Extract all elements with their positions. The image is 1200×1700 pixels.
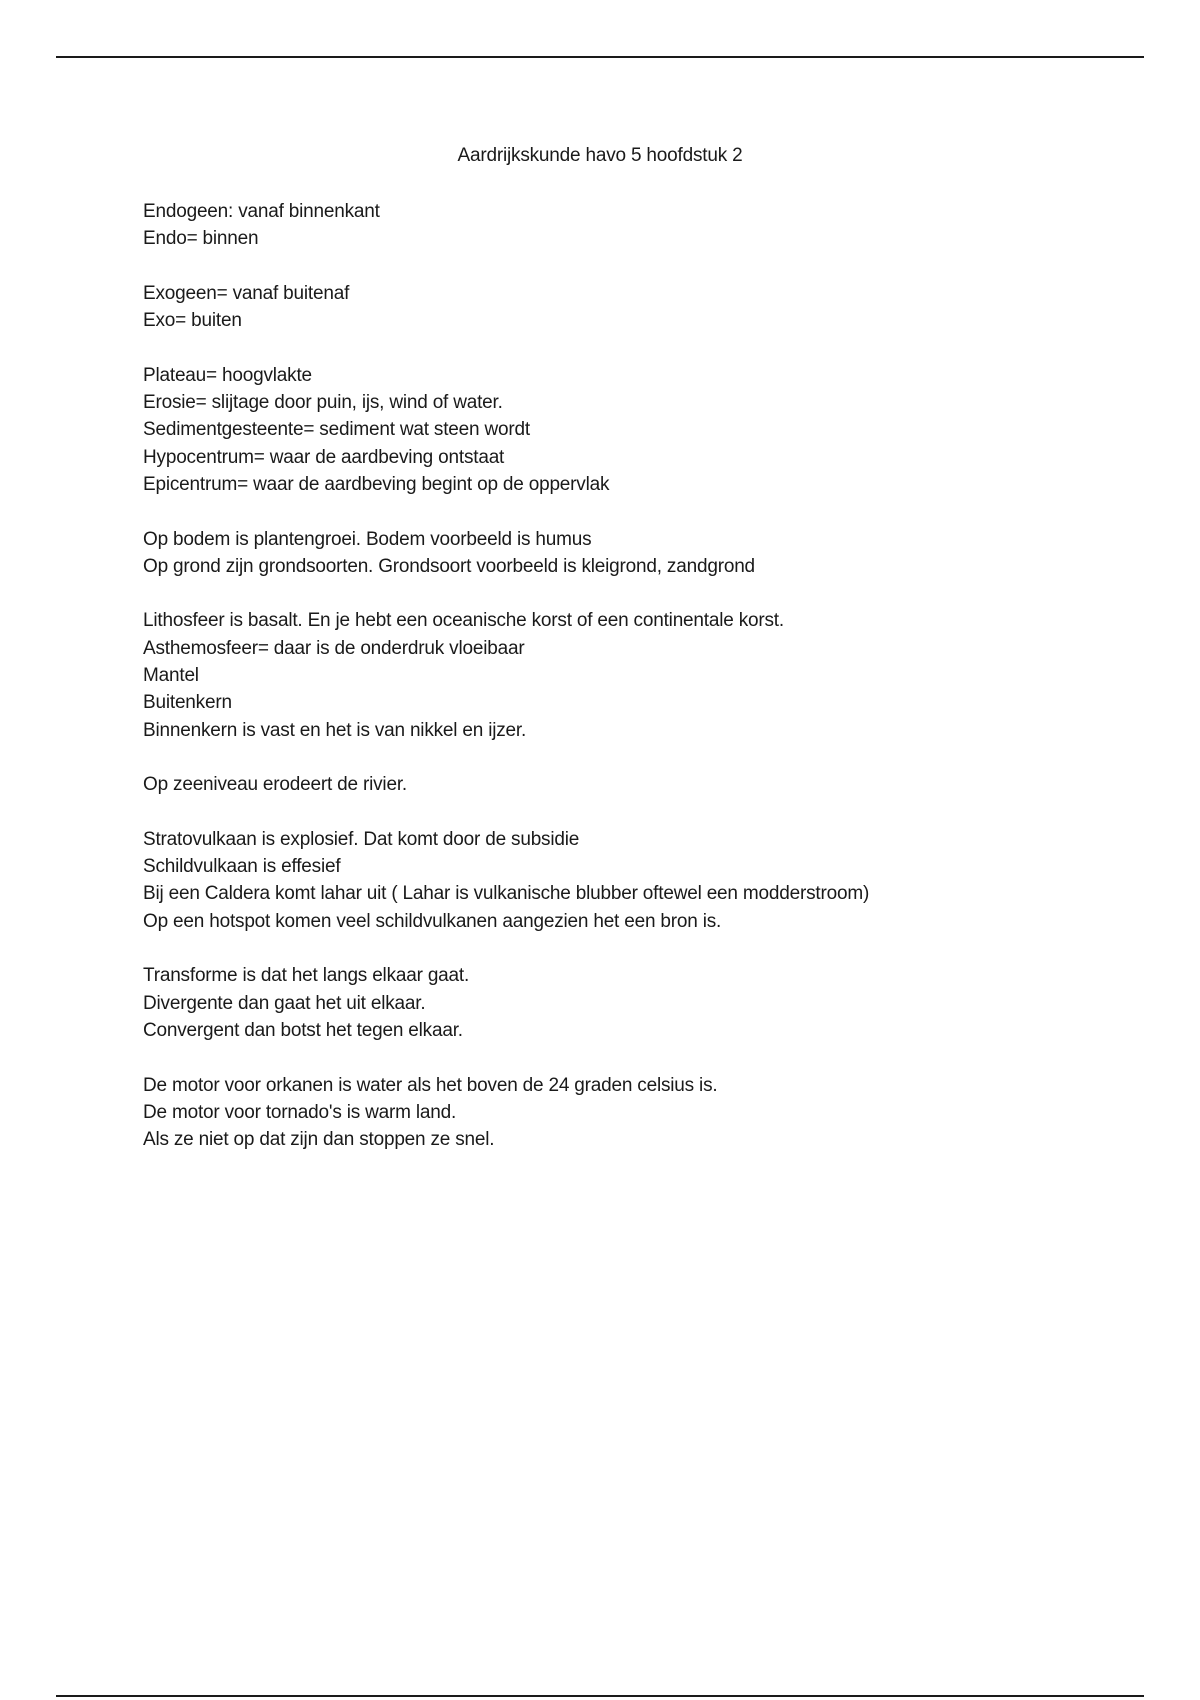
paragraph-bodem-grond — [143, 526, 1143, 581]
text-line: Convergent dan botst het tegen elkaar. — [143, 1019, 463, 1041]
text-line: De motor voor tornado's is warm land. — [143, 1101, 457, 1123]
text-line: Buitenkern — [143, 692, 232, 714]
text-line: Lithosfeer is basalt. En je hebt een oceanische korst of een continentale korst. — [143, 610, 784, 632]
paragraph-plaatgrenzen — [143, 962, 1143, 1044]
document-body — [143, 198, 1143, 1181]
text-line: Plateau= hoogvlakte — [143, 364, 312, 386]
text-line: Hypocentrum= waar de aardbeving ontstaat — [143, 446, 505, 468]
paragraph-aardlagen — [143, 607, 1143, 743]
top-divider — [56, 56, 1144, 58]
document-title: Aardrijkskunde havo 5 hoofdstuk 2 — [457, 145, 743, 166]
text-line: Mantel — [143, 665, 199, 687]
text-line: Exogeen= vanaf buitenaf — [143, 282, 350, 304]
text-line: Op zeeniveau erodeert de rivier. — [143, 774, 407, 796]
paragraph-exogeen — [143, 280, 1143, 335]
text-line: Schildvulkaan is effesief — [143, 856, 341, 878]
text-line: Epicentrum= waar de aardbeving begint op de oppervlak — [143, 473, 610, 495]
text-line: Endo= binnen — [143, 228, 259, 250]
text-line: Bij een Caldera komt lahar uit ( Lahar is vulkanische blubber oftewel een modderstroom) — [143, 883, 870, 905]
paragraph-orkanen — [143, 1072, 1143, 1154]
text-line: Op bodem is plantengroei. Bodem voorbeeld is humus — [143, 528, 592, 550]
paragraph-rivier — [143, 771, 1143, 798]
text-line: Binnenkern is vast en het is van nikkel en ijzer. — [143, 719, 527, 741]
text-line: Endogeen: vanaf binnenkant — [143, 201, 380, 222]
paragraph-definitions — [143, 362, 1143, 498]
text-line: Divergente dan gaat het uit elkaar. — [143, 992, 426, 1014]
text-line: Exo= buiten — [143, 310, 242, 332]
paragraph-vulkanen — [143, 826, 1143, 935]
text-line: Stratovulkaan is explosief. Dat komt door de subsidie — [143, 828, 580, 850]
text-line: Als ze niet op dat zijn dan stoppen ze snel. — [143, 1129, 495, 1151]
text-line: Sedimentgesteente= sediment wat steen wordt — [143, 419, 530, 441]
text-line: Op grond zijn grondsoorten. Grondsoort voorbeeld is kleigrond, zandgrond — [143, 555, 755, 577]
text-line: Op een hotspot komen veel schildvulkanen aangezien het een bron is. — [143, 910, 722, 932]
text-line: De motor voor orkanen is water als het boven de 24 graden celsius is. — [143, 1074, 718, 1096]
bottom-divider — [56, 1695, 1144, 1697]
paragraph-endogeen — [143, 198, 1143, 253]
text-line: Erosie= slijtage door puin, ijs, wind of water. — [143, 392, 503, 414]
text-line: Asthemosfeer= daar is de onderdruk vloeibaar — [143, 637, 525, 659]
text-line: Transforme is dat het langs elkaar gaat. — [143, 965, 470, 987]
